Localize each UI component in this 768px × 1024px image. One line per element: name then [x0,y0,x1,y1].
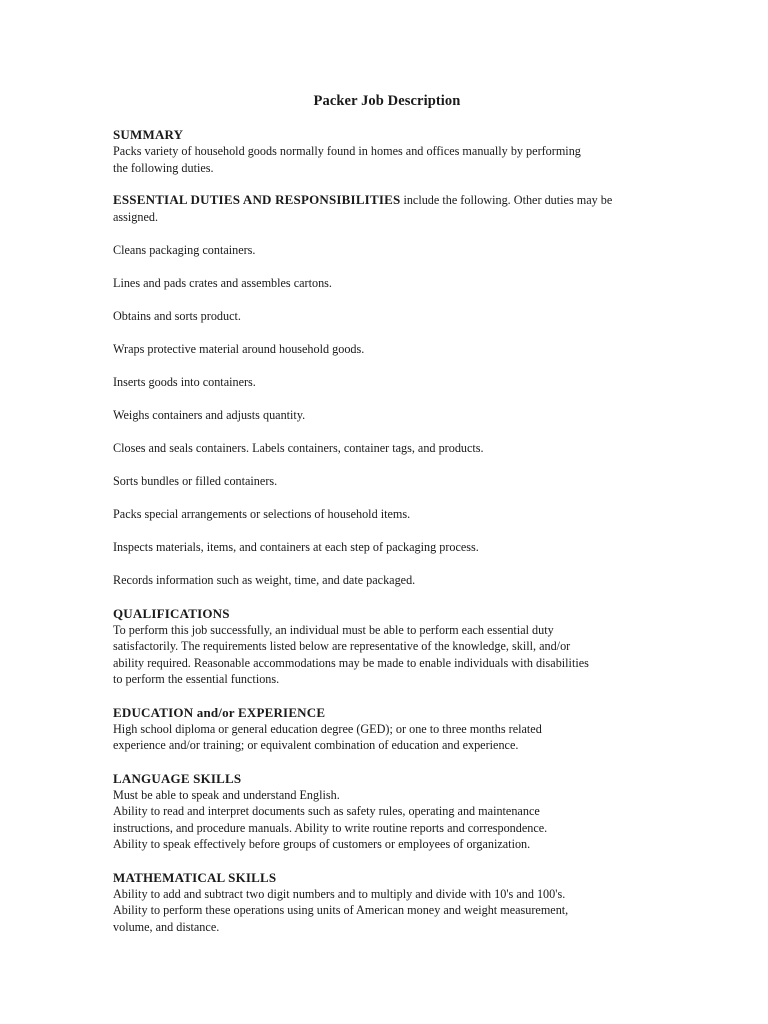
math-line: volume, and distance. [113,919,220,934]
math-line: Ability to perform these operations using units of American money and weight measurement, [113,903,569,917]
qualifications-line: ability required. Reasonable accommodations may be made to enable individuals with disabilities [113,655,589,670]
education-section [113,704,661,754]
duty-item: Records information such as weight, time, and date packaged. [113,572,416,587]
duty-item: Obtains and sorts product. [113,308,241,323]
language-line: Ability to speak effectively before groups of customers or employees of organization. [113,837,531,851]
duties-section [113,192,661,588]
language-line: instructions, and procedure manuals. Ability to write routine reports and correspondence. [113,820,548,835]
language-line: Must be able to speak and understand English. [113,787,340,802]
summary-line: the following duties. [113,160,214,175]
duties-heading: ESSENTIAL DUTIES AND RESPONSIBILITIES [113,192,401,207]
duty-item: Lines and pads crates and assembles cartons. [113,275,332,290]
duties-intro-text-line2: assigned. [113,209,159,224]
qualifications-line: To perform this job successfully, an individual must be able to perform each essential duty [113,622,554,637]
math-line: Ability to add and subtract two digit numbers and to multiply and divide with 10's and 100's. [113,886,566,901]
language-line: Ability to read and interpret documents such as safety rules, operating and maintenance [113,804,540,818]
duty-item: Inserts goods into containers. [113,374,256,389]
language-section [113,770,661,853]
document-page [113,93,661,951]
education-line: experience and/or training; or equivalent combination of education and experience. [113,738,519,752]
duty-item: Inspects materials, items, and containers at each step of packaging process. [113,539,479,554]
duty-item: Cleans packaging containers. [113,242,256,257]
document-title: Packer Job Description [313,93,461,109]
duty-item: Packs special arrangements or selections of household items. [113,506,411,521]
summary-heading: SUMMARY [113,127,184,142]
duty-item: Sorts bundles or filled containers. [113,473,278,488]
summary-line: Packs variety of household goods normally found in homes and offices manually by performing [113,144,581,158]
summary-section [113,126,661,176]
education-heading: EDUCATION and/or EXPERIENCE [113,704,326,720]
duty-item: Weighs containers and adjusts quantity. [113,407,306,422]
qualifications-heading: QUALIFICATIONS [113,605,230,621]
duty-item: Wraps protective material around household goods. [113,341,365,356]
education-line: High school diploma or general education degree (GED); or one to three months related [113,721,542,736]
duties-intro [113,192,661,225]
duty-item: Closes and seals containers. Labels containers, container tags, and products. [113,440,484,455]
qualifications-line: to perform the essential functions. [113,672,280,686]
math-heading: MATHEMATICAL SKILLS [113,869,277,885]
duties-intro-text: include the following. Other duties may be [400,193,613,207]
qualifications-section [113,605,661,688]
qualifications-line: satisfactorily. The requirements listed below are representative of the knowledge, skill, and/or [113,639,571,653]
language-heading: LANGUAGE SKILLS [113,770,242,786]
math-section [113,869,661,936]
